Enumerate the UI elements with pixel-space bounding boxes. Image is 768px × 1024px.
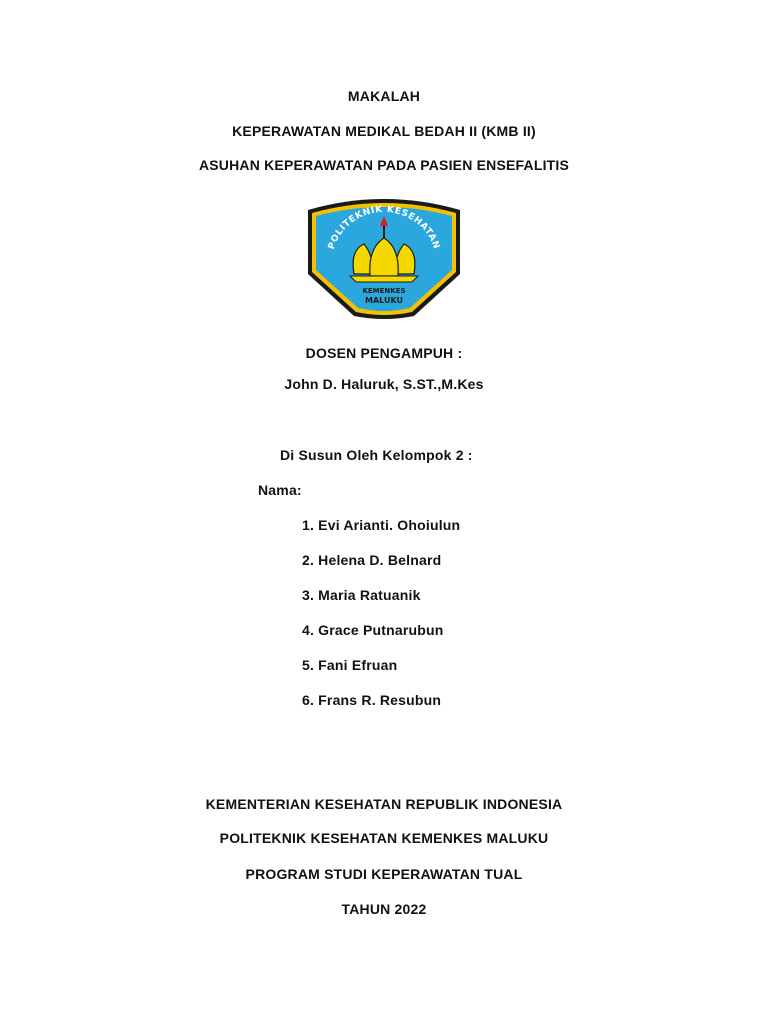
lecturer-name: John D. Haluruk, S.ST.,M.Kes bbox=[284, 376, 484, 392]
member-item: 6. Frans R. Resubun bbox=[302, 692, 442, 708]
lecturer-label: DOSEN PENGAMPUH : bbox=[305, 345, 463, 361]
study-program: PROGRAM STUDI KEPERAWATAN TUAL bbox=[245, 866, 523, 882]
poltekkes-maluku-logo bbox=[302, 192, 466, 320]
logo-text-maluku: MALUKU bbox=[364, 296, 404, 305]
course-title: KEPERAWATAN MEDIKAL BEDAH II (KMB II) bbox=[232, 123, 536, 139]
logo-base bbox=[350, 276, 418, 282]
member-item: 1. Evi Arianti. Ohoiulun bbox=[302, 517, 461, 533]
member-item: 5. Fani Efruan bbox=[302, 657, 398, 673]
member-item: 2. Helena D. Belnard bbox=[302, 552, 442, 568]
logo-text-kemenkes: KEMENKES bbox=[362, 287, 406, 295]
document-year: TAHUN 2022 bbox=[341, 901, 427, 917]
group-label: Di Susun Oleh Kelompok 2 : bbox=[280, 447, 473, 463]
logo-arc-text: POLITEKNIK KESEHATAN bbox=[326, 204, 442, 251]
member-item: 4. Grace Putnarubun bbox=[302, 622, 444, 638]
member-item: 3. Maria Ratuanik bbox=[302, 587, 421, 603]
institution-polytechnic: POLITEKNIK KESEHATAN KEMENKES MALUKU bbox=[219, 830, 549, 846]
topic-title: ASUHAN KEPERAWATAN PADA PASIEN ENSEFALITIS bbox=[198, 157, 570, 173]
institution-ministry: KEMENTERIAN KESEHATAN REPUBLIK INDONESIA bbox=[205, 796, 563, 812]
document-heading: MAKALAH bbox=[347, 88, 421, 104]
members-label: Nama: bbox=[258, 482, 302, 498]
